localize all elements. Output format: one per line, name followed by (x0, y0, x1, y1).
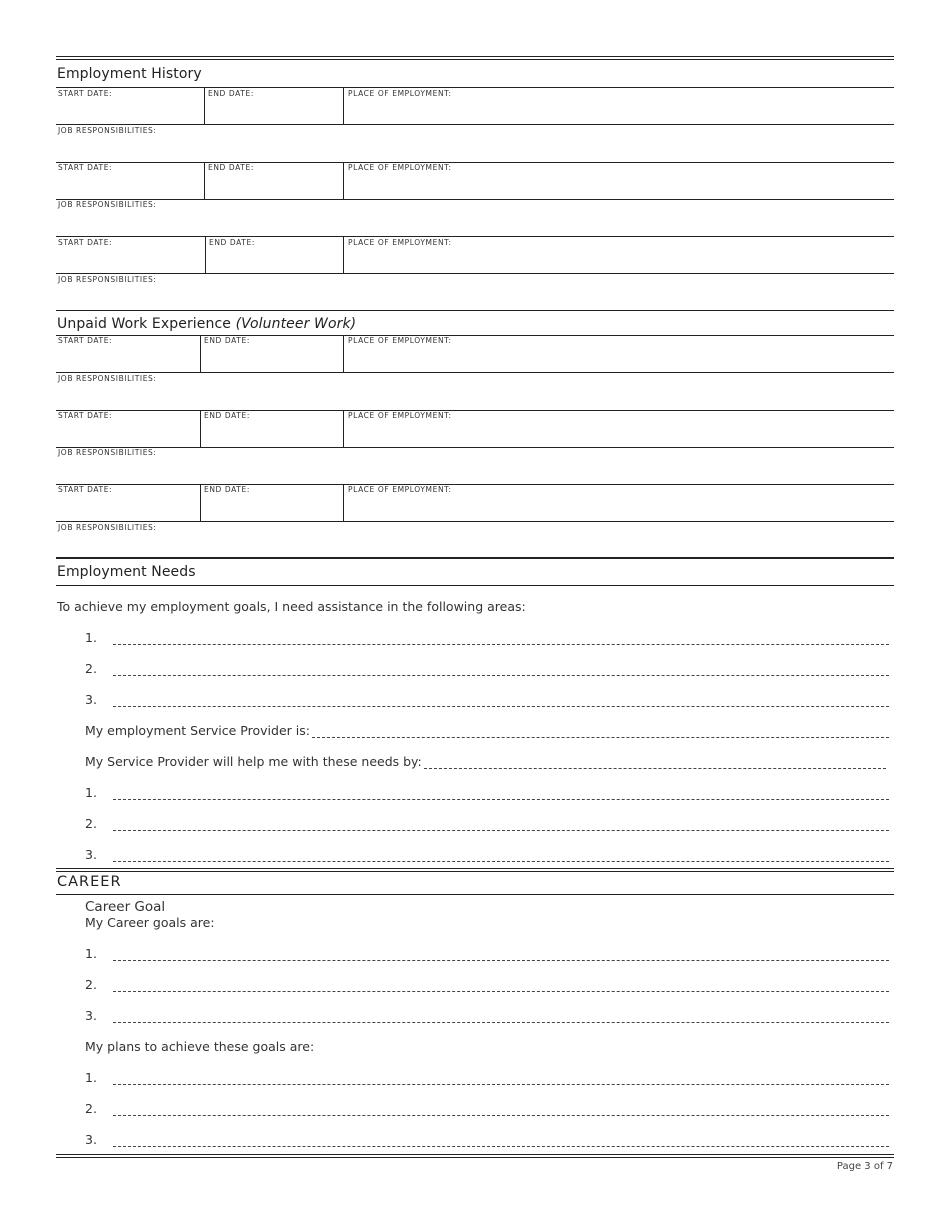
row-rule (56, 162, 894, 163)
list-number: 2. (85, 977, 97, 992)
place-label: PLACE OF EMPLOYMENT: (348, 163, 452, 172)
bottom-rule-2 (56, 1157, 894, 1158)
start-date-label: START DATE: (58, 411, 113, 420)
job-responsibilities-label: JOB RESPONSIBILITIES: (58, 126, 157, 135)
job-responsibilities-label: JOB RESPONSIBILITIES: (58, 374, 157, 383)
career-heading: CAREER (57, 874, 122, 890)
section-title-employment-history: Employment History (57, 66, 202, 82)
row-rule (56, 124, 894, 125)
list-number: 1. (85, 946, 97, 961)
field-divider (343, 87, 344, 124)
start-date-label: START DATE: (58, 485, 113, 494)
field-divider (204, 87, 205, 124)
need-1-line[interactable] (113, 644, 889, 645)
plan-2-line[interactable] (113, 1115, 889, 1116)
section-rule (56, 557, 894, 559)
row-rule (56, 894, 894, 895)
row-rule (56, 585, 894, 586)
service-provider-line[interactable] (312, 737, 889, 738)
start-date-label: START DATE: (58, 163, 113, 172)
field-divider (343, 236, 344, 273)
field-divider (204, 162, 205, 199)
section-title-unpaid-work (57, 316, 356, 332)
bottom-rule (56, 1154, 894, 1155)
top-rule-2 (56, 59, 894, 60)
place-label: PLACE OF EMPLOYMENT: (348, 238, 452, 247)
field-divider (343, 335, 344, 372)
field-divider (343, 410, 344, 447)
end-date-label: END DATE: (204, 411, 250, 420)
row-rule (56, 372, 894, 373)
list-number: 3. (85, 692, 97, 707)
place-label: PLACE OF EMPLOYMENT: (348, 89, 452, 98)
list-number: 1. (85, 1070, 97, 1085)
start-date-label: START DATE: (58, 89, 113, 98)
employment-needs-intro: To achieve my employment goals, I need assistance in the following areas: (57, 599, 526, 614)
row-rule (56, 410, 894, 411)
field-divider (343, 484, 344, 521)
career-goals-label: My Career goals are: (85, 915, 215, 930)
row-rule (56, 484, 894, 485)
job-responsibilities-label: JOB RESPONSIBILITIES: (58, 523, 157, 532)
need-3-line[interactable] (113, 706, 889, 707)
place-label: PLACE OF EMPLOYMENT: (348, 336, 452, 345)
end-date-label: END DATE: (209, 238, 255, 247)
help-2-line[interactable] (113, 830, 889, 831)
goal-2-line[interactable] (113, 991, 889, 992)
field-divider (205, 236, 206, 273)
unpaid-title-text: Unpaid Work Experience (57, 316, 231, 332)
row-rule (56, 273, 894, 274)
list-number: 3. (85, 1132, 97, 1147)
list-number: 2. (85, 661, 97, 676)
row-rule (56, 236, 894, 237)
job-responsibilities-label: JOB RESPONSIBILITIES: (58, 200, 157, 209)
row-rule (56, 310, 894, 311)
end-date-label: END DATE: (204, 336, 250, 345)
list-number: 2. (85, 816, 97, 831)
list-number: 2. (85, 1101, 97, 1116)
help-1-line[interactable] (113, 799, 889, 800)
field-divider (200, 410, 201, 447)
row-rule (56, 335, 894, 336)
unpaid-title-italic: (Volunteer Work) (235, 316, 357, 332)
start-date-label: START DATE: (58, 336, 113, 345)
provider-help-label: My Service Provider will help me with these needs by: (85, 754, 422, 769)
career-plans-label: My plans to achieve these goals are: (85, 1039, 315, 1054)
goal-1-line[interactable] (113, 960, 889, 961)
place-label: PLACE OF EMPLOYMENT: (348, 411, 452, 420)
row-rule (56, 521, 894, 522)
section-rule-2 (56, 871, 894, 872)
list-number: 1. (85, 785, 97, 800)
top-rule (56, 56, 894, 57)
list-number: 1. (85, 630, 97, 645)
place-label: PLACE OF EMPLOYMENT: (348, 485, 452, 494)
end-date-label: END DATE: (204, 485, 250, 494)
plan-1-line[interactable] (113, 1084, 889, 1085)
row-rule (56, 199, 894, 200)
need-2-line[interactable] (113, 675, 889, 676)
section-title-employment-needs: Employment Needs (57, 564, 196, 580)
goal-3-line[interactable] (113, 1022, 889, 1023)
field-divider (343, 162, 344, 199)
list-number: 3. (85, 847, 97, 862)
provider-help-line[interactable] (424, 768, 886, 769)
end-date-label: END DATE: (208, 89, 254, 98)
page-number: Page 3 of 7 (836, 1161, 893, 1172)
plan-3-line[interactable] (113, 1146, 889, 1147)
start-date-label: START DATE: (58, 238, 113, 247)
job-responsibilities-label: JOB RESPONSIBILITIES: (58, 448, 157, 457)
help-3-line[interactable] (113, 861, 889, 862)
end-date-label: END DATE: (208, 163, 254, 172)
row-rule (56, 87, 894, 88)
section-rule (56, 868, 894, 869)
field-divider (200, 335, 201, 372)
career-goal-subheading: Career Goal (85, 899, 166, 915)
list-number: 3. (85, 1008, 97, 1023)
job-responsibilities-label: JOB RESPONSIBILITIES: (58, 275, 157, 284)
field-divider (200, 484, 201, 521)
row-rule (56, 447, 894, 448)
service-provider-label: My employment Service Provider is: (85, 723, 310, 738)
